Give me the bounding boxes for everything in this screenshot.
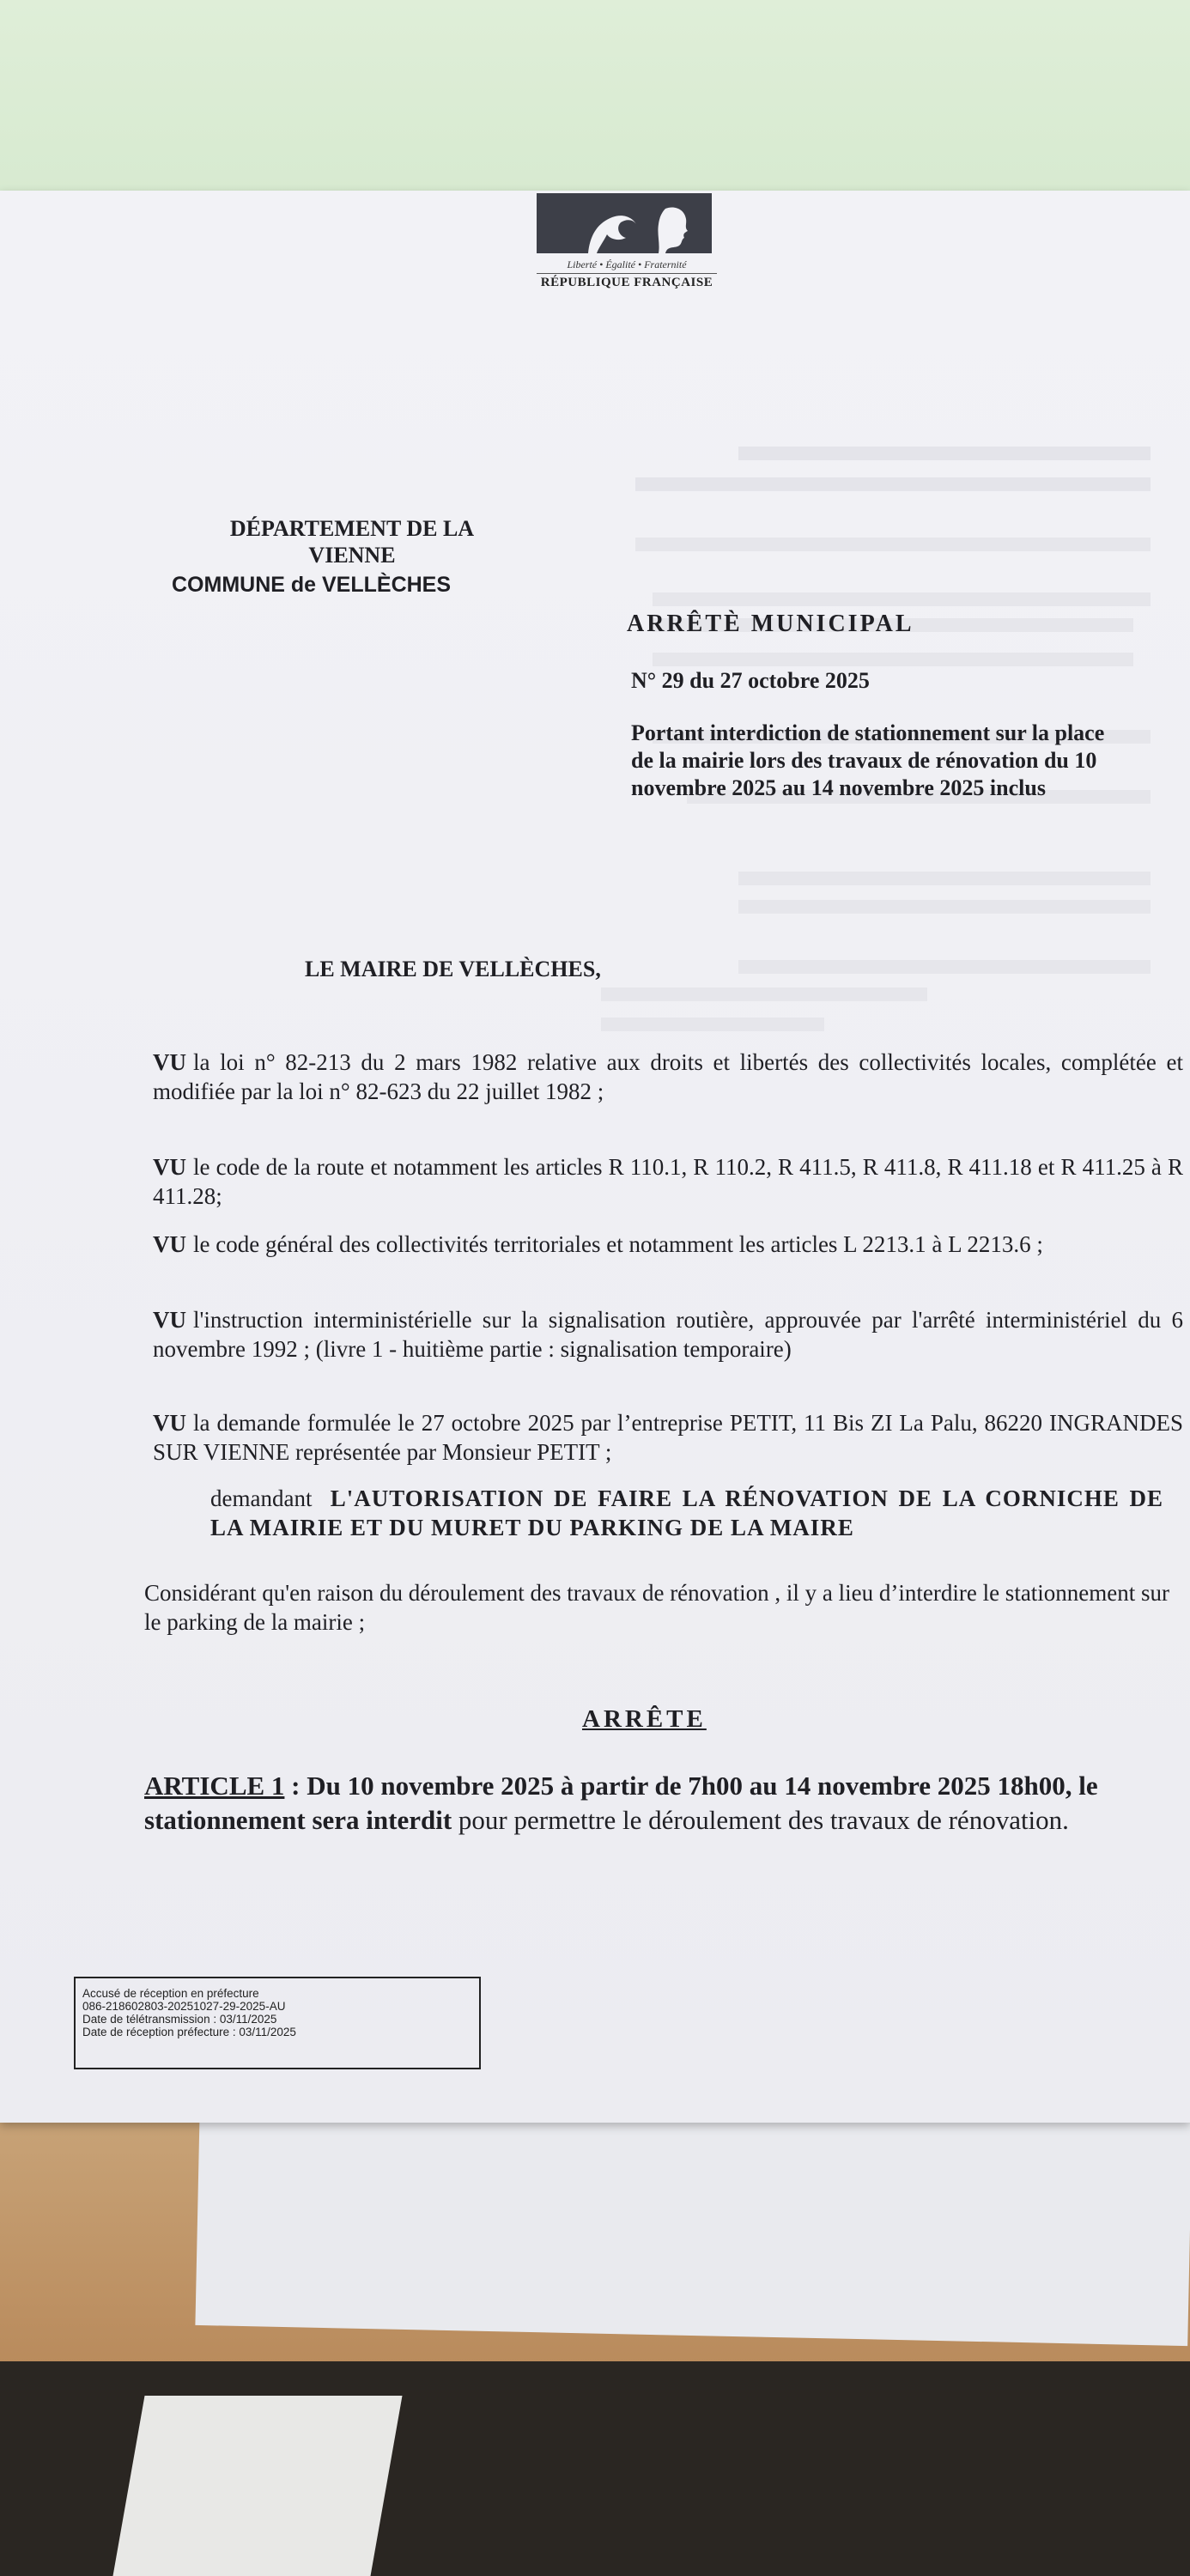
mayor-heading: LE MAIRE DE VELLÈCHES, bbox=[305, 957, 601, 981]
arrete-heading: ARRÊTE bbox=[582, 1705, 707, 1733]
vu-text: la loi n° 82-213 du 2 mars 1982 relative aux droits et libertés des collectivités locales, complétée et modifiée par la loi n° 82-623 du 22 juillet 1982 ; bbox=[153, 1049, 1183, 1104]
prefecture-receipt-stamp bbox=[74, 1977, 481, 2069]
vu-item-2 bbox=[153, 1152, 1183, 1211]
vu-label: VU bbox=[153, 1049, 186, 1075]
department-block bbox=[197, 515, 507, 568]
background-green-sheet bbox=[0, 0, 1190, 197]
vu-item-4 bbox=[153, 1305, 1183, 1364]
decree-title: ARRÊTÈ MUNICIPAL bbox=[627, 611, 914, 637]
article-1-bold-text: Du 10 novembre 2025 à partir de 7h00 au 14 novembre 2025 18h00, le stationnement sera interdit bbox=[144, 1771, 1098, 1835]
considering-paragraph: Considérant qu'en raison du déroulement des travaux de rénovation , il y a lieu d’interdire le stationnement sur le parking de la mairie ; bbox=[144, 1580, 1170, 1635]
stamp-line-1: Accusé de réception en préfecture bbox=[82, 1987, 259, 2000]
vu-text: l'instruction interministérielle sur la signalisation routière, approuvée par l'arrêté interministériel du 6 novembre 1992 ; (livre 1 - huitième partie : signalisation temporaire) bbox=[153, 1307, 1183, 1362]
vu-text: la demande formulée le 27 octobre 2025 par l’entreprise PETIT, 11 Bis ZI La Palu, 86220 INGRANDES SUR VIENNE représentée par Monsieur PETIT ; bbox=[153, 1410, 1183, 1465]
republic-motto: Liberté • Égalité • Fraternité bbox=[567, 258, 687, 270]
vu-item-3 bbox=[153, 1230, 1183, 1259]
department-line1: DÉPARTEMENT DE LA bbox=[229, 516, 475, 541]
marianne-logo bbox=[537, 193, 717, 290]
marianne-emblem bbox=[537, 193, 712, 253]
background-floor-tile bbox=[112, 2396, 402, 2576]
stamp-line-3: Date de télétransmission : 03/11/2025 bbox=[82, 2013, 277, 2026]
article-1-text: pour permettre le déroulement des travaux de rénovation. bbox=[452, 1805, 1069, 1835]
demand-prefix: demandant bbox=[210, 1485, 313, 1511]
department-line2: VIENNE bbox=[308, 543, 396, 568]
decree-number: N° 29 du 27 octobre 2025 bbox=[631, 668, 870, 693]
commune-name: COMMUNE de VELLÈCHES bbox=[172, 573, 452, 597]
decree-subject: Portant interdiction de stationnement sur la place de la mairie lors des travaux de rénovation du 10 novembre 2025 au 14 novembre 2025 inclus bbox=[631, 720, 1105, 800]
underlying-paper-sheet bbox=[195, 2102, 1190, 2346]
demand-paragraph bbox=[210, 1484, 1163, 1542]
vu-label: VU bbox=[153, 1154, 186, 1180]
marianne-profile-icon bbox=[537, 193, 712, 253]
vu-item-5 bbox=[153, 1408, 1183, 1467]
vu-label: VU bbox=[153, 1307, 186, 1333]
article-1-colon: : bbox=[284, 1771, 307, 1801]
article-1 bbox=[144, 1769, 1175, 1838]
republic-name: RÉPUBLIQUE FRANÇAISE bbox=[537, 273, 717, 290]
vu-text: le code de la route et notamment les articles R 110.1, R 110.2, R 411.5, R 411.8, R 411.18 et R 411.25 à R 411.28; bbox=[153, 1154, 1183, 1209]
vu-label: VU bbox=[153, 1231, 186, 1257]
vu-item-1 bbox=[153, 1048, 1183, 1106]
vu-text: le code général des collectivités territoriales et notamment les articles L 2213.1 à L 2213.6 ; bbox=[193, 1231, 1043, 1257]
vu-label: VU bbox=[153, 1410, 186, 1436]
demand-text: L'AUTORISATION DE FAIRE LA RÉNOVATION DE LA CORNICHE DE LA MAIRIE ET DU MURET DU PARKING DE LA MAIRE bbox=[210, 1485, 1164, 1540]
stamp-line-4: Date de réception préfecture : 03/11/2025 bbox=[82, 2026, 296, 2038]
article-1-label: ARTICLE 1 bbox=[144, 1771, 285, 1801]
stamp-line-2: 086-218602803-20251027-29-2025-AU bbox=[82, 2000, 286, 2013]
